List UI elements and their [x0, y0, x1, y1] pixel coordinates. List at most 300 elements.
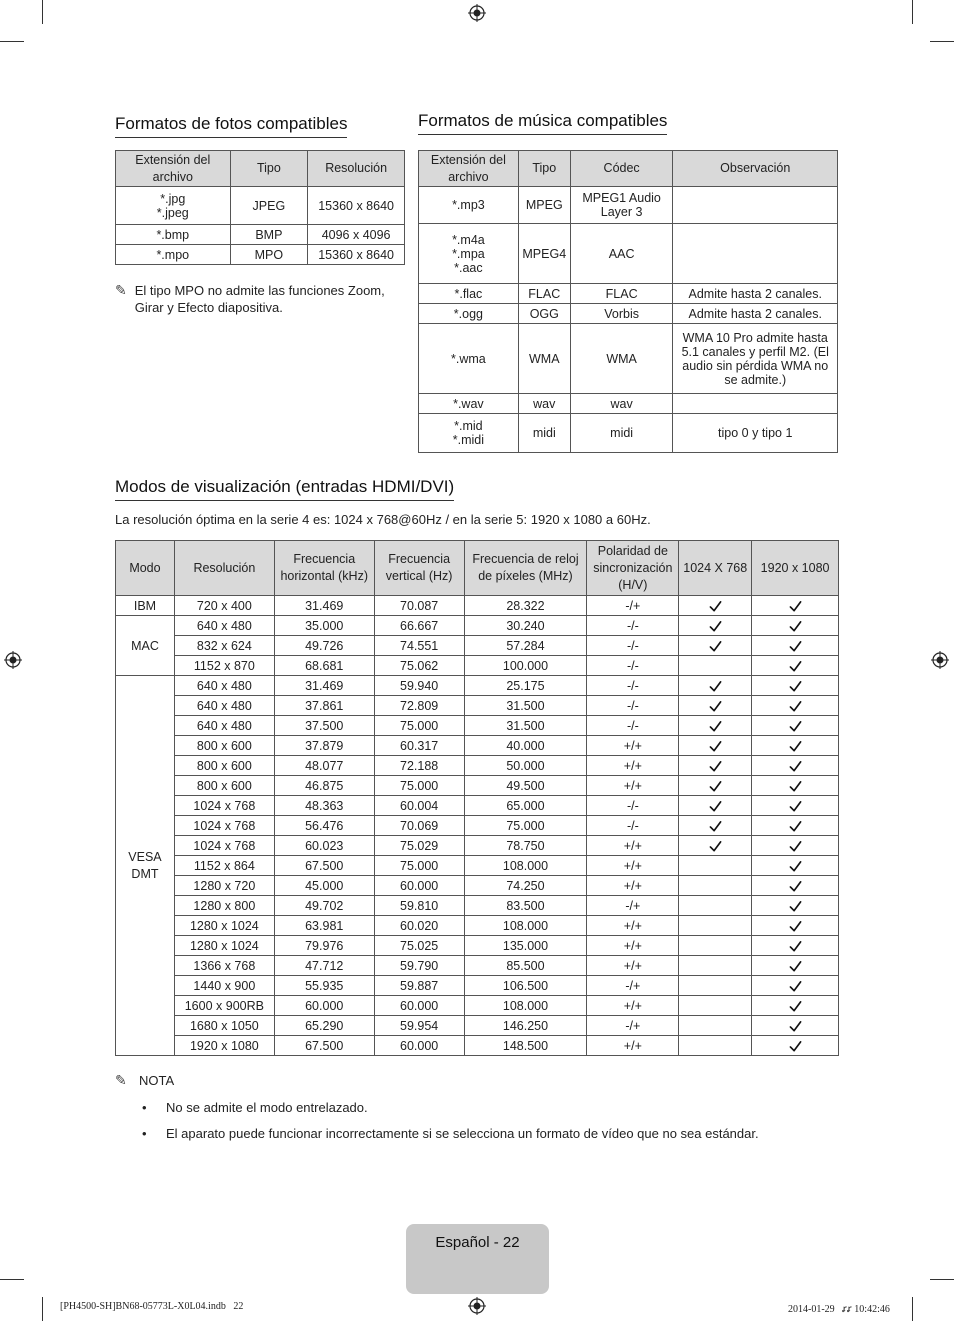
display-polarity: -/+	[587, 596, 679, 616]
display-hfreq: 37.500	[274, 716, 374, 736]
display-polarity: +/+	[587, 836, 679, 856]
display-clock: 106.500	[464, 976, 587, 996]
display-clock: 146.250	[464, 1016, 587, 1036]
display-mode-cell: VESA DMT	[116, 676, 175, 1056]
support-1024-cell	[679, 616, 752, 636]
photo-note-text: El tipo MPO no admite las funciones Zoom, Girar y Efecto diapositiva.	[134, 283, 385, 315]
display-row	[116, 636, 839, 656]
display-res: 640 x 480	[174, 616, 274, 636]
music-ext-cell	[419, 187, 519, 224]
checkmark-icon	[709, 678, 722, 692]
display-header-clock: Frecuencia de reloj de píxeles (MHz)	[464, 541, 587, 596]
music-type: FLAC	[518, 284, 570, 304]
display-clock: 108.000	[464, 916, 587, 936]
display-vfreq: 60.000	[374, 1036, 464, 1056]
display-polarity: -/+	[587, 1016, 679, 1036]
music-header-obs: Observación	[673, 151, 838, 187]
registration-mark-icon	[4, 651, 22, 669]
display-clock: 50.000	[464, 756, 587, 776]
support-1920-cell	[752, 936, 839, 956]
music-ext-cell	[419, 284, 519, 304]
photo-header-ext: Extensión del archivo	[116, 151, 231, 187]
checkmark-icon	[709, 838, 722, 852]
display-row	[116, 956, 839, 976]
music-codec: MPEG1 Audio Layer 3	[570, 187, 673, 224]
photo-ext: *.mpo	[156, 247, 190, 262]
display-hfreq: 45.000	[274, 876, 374, 896]
display-row	[116, 736, 839, 756]
display-hfreq: 47.712	[274, 956, 374, 976]
checkmark-icon	[709, 618, 722, 632]
music-ext: *.ogg	[453, 306, 483, 321]
display-res: 1440 x 900	[174, 976, 274, 996]
display-res: 1680 x 1050	[174, 1016, 274, 1036]
photo-ext-cell	[116, 245, 231, 265]
display-hfreq: 60.023	[274, 836, 374, 856]
display-polarity: -/-	[587, 616, 679, 636]
music-header-type: Tipo	[518, 151, 570, 187]
display-polarity: -/+	[587, 976, 679, 996]
display-polarity: -/-	[587, 716, 679, 736]
display-vfreq: 72.188	[374, 756, 464, 776]
checkmark-icon	[789, 918, 802, 932]
music-ext-cell	[419, 414, 519, 453]
support-1024-cell	[679, 736, 752, 756]
display-header-hfreq: Frecuencia horizontal (kHz)	[274, 541, 374, 596]
music-header-codec: Códec	[570, 151, 673, 187]
music-type: OGG	[518, 304, 570, 324]
display-polarity: +/+	[587, 916, 679, 936]
display-row	[116, 796, 839, 816]
music-ext: *.flac	[454, 286, 483, 301]
display-row	[116, 1036, 839, 1056]
display-mode-cell: IBM	[116, 596, 175, 616]
music-row	[419, 394, 838, 414]
checkmark-icon	[789, 998, 802, 1012]
checkmark-icon	[789, 878, 802, 892]
support-1024-cell	[679, 836, 752, 856]
display-row	[116, 696, 839, 716]
display-modes-table	[115, 540, 839, 1056]
display-vfreq: 59.790	[374, 956, 464, 976]
display-row	[116, 1016, 839, 1036]
support-1024-cell	[679, 776, 752, 796]
support-1024-cell	[679, 636, 752, 656]
display-vfreq: 70.069	[374, 816, 464, 836]
support-1920-cell	[752, 596, 839, 616]
display-hfreq: 37.861	[274, 696, 374, 716]
music-ext: *.mpa	[452, 246, 485, 261]
music-section-title: Formatos de música compatibles	[418, 111, 667, 135]
display-row	[116, 616, 839, 636]
display-polarity: +/+	[587, 856, 679, 876]
display-row	[116, 856, 839, 876]
display-clock: 25.175	[464, 676, 587, 696]
display-mode-cell: MAC	[116, 616, 175, 676]
display-vfreq: 75.062	[374, 656, 464, 676]
checkmark-icon	[709, 718, 722, 732]
display-clock: 148.500	[464, 1036, 587, 1056]
photo-row	[116, 225, 405, 245]
support-1024-cell	[679, 976, 752, 996]
music-ext: *.wav	[453, 396, 484, 411]
display-res: 1280 x 800	[174, 896, 274, 916]
support-1920-cell	[752, 796, 839, 816]
display-hfreq: 49.726	[274, 636, 374, 656]
display-vfreq: 74.551	[374, 636, 464, 656]
display-row	[116, 916, 839, 936]
display-hfreq: 79.976	[274, 936, 374, 956]
support-1920-cell	[752, 656, 839, 676]
support-1024-cell	[679, 896, 752, 916]
display-res: 800 x 600	[174, 776, 274, 796]
music-ext-cell	[419, 324, 519, 394]
display-hfreq: 68.681	[274, 656, 374, 676]
display-clock: 31.500	[464, 716, 587, 736]
music-type: wav	[518, 394, 570, 414]
display-row	[116, 896, 839, 916]
display-clock: 30.240	[464, 616, 587, 636]
music-codec: Vorbis	[570, 304, 673, 324]
support-1920-cell	[752, 636, 839, 656]
crop-mark	[42, 1297, 43, 1321]
checkmark-icon	[709, 698, 722, 712]
display-vfreq: 70.087	[374, 596, 464, 616]
music-row	[419, 224, 838, 284]
registration-mark-icon	[931, 651, 949, 669]
checkmark-icon	[789, 818, 802, 832]
display-clock: 40.000	[464, 736, 587, 756]
music-formats-table	[418, 150, 838, 453]
pencil-icon: ✎	[115, 1072, 127, 1088]
photo-res: 15360 x 8640	[308, 187, 405, 225]
support-1024-cell	[679, 936, 752, 956]
support-1920-cell	[752, 976, 839, 996]
support-1024-cell	[679, 656, 752, 676]
display-res: 1366 x 768	[174, 956, 274, 976]
music-ext: *.midi	[452, 433, 485, 447]
music-row	[419, 414, 838, 453]
display-res: 1152 x 864	[174, 856, 274, 876]
display-polarity: +/+	[587, 996, 679, 1016]
display-section-title: Modos de visualización (entradas HDMI/DVI)	[115, 477, 454, 501]
music-codec: AAC	[570, 224, 673, 284]
music-ext: *.mid	[454, 419, 483, 433]
display-res: 640 x 480	[174, 696, 274, 716]
display-row	[116, 676, 839, 696]
support-1920-cell	[752, 876, 839, 896]
checkmark-icon	[789, 938, 802, 952]
display-clock: 135.000	[464, 936, 587, 956]
bullet-icon: •	[142, 1100, 147, 1115]
display-res: 1024 x 768	[174, 816, 274, 836]
checkmark-icon	[789, 698, 802, 712]
display-polarity: -/-	[587, 696, 679, 716]
checkmark-icon	[789, 758, 802, 772]
music-obs: tipo 0 y tipo 1	[673, 414, 838, 453]
music-type: MPEG	[518, 187, 570, 224]
display-hfreq: 31.469	[274, 676, 374, 696]
display-res: 1280 x 1024	[174, 916, 274, 936]
display-row	[116, 996, 839, 1016]
display-res: 832 x 624	[174, 636, 274, 656]
display-header-res: Resolución	[174, 541, 274, 596]
support-1024-cell	[679, 916, 752, 936]
crop-mark	[0, 41, 24, 42]
support-1024-cell	[679, 956, 752, 976]
display-vfreq: 60.000	[374, 996, 464, 1016]
music-row	[419, 324, 838, 394]
checkmark-icon	[789, 978, 802, 992]
music-ext: *.aac	[454, 260, 483, 275]
display-hfreq: 63.981	[274, 916, 374, 936]
display-res: 640 x 480	[174, 716, 274, 736]
crop-mark	[42, 0, 43, 24]
display-header-vfreq: Frecuencia vertical (Hz)	[374, 541, 464, 596]
support-1920-cell	[752, 1036, 839, 1056]
checkmark-icon	[709, 818, 722, 832]
display-res: 1024 x 768	[174, 796, 274, 816]
display-clock: 75.000	[464, 816, 587, 836]
display-header-1024: 1024 X 768	[679, 541, 752, 596]
display-polarity: -/-	[587, 636, 679, 656]
display-clock: 28.322	[464, 596, 587, 616]
music-ext: *.m4a	[452, 232, 485, 247]
music-type: WMA	[518, 324, 570, 394]
photo-ext: *.jpg	[160, 191, 186, 206]
photo-ext-cell	[116, 225, 231, 245]
support-1024-cell	[679, 596, 752, 616]
music-obs	[673, 187, 838, 224]
music-ext-cell	[419, 304, 519, 324]
support-1920-cell	[752, 916, 839, 936]
display-clock: 85.500	[464, 956, 587, 976]
photo-type: BMP	[230, 225, 308, 245]
photo-formats-table	[115, 150, 405, 265]
music-ext-cell	[419, 394, 519, 414]
music-obs: Admite hasta 2 canales.	[673, 284, 838, 304]
photo-type: JPEG	[230, 187, 308, 225]
crop-mark	[930, 1279, 954, 1280]
display-hfreq: 48.363	[274, 796, 374, 816]
crop-mark	[930, 41, 954, 42]
display-row	[116, 876, 839, 896]
checkmark-icon	[789, 598, 802, 612]
bullet-icon: •	[142, 1126, 147, 1141]
display-res: 1024 x 768	[174, 836, 274, 856]
display-polarity: +/+	[587, 776, 679, 796]
display-clock: 31.500	[464, 696, 587, 716]
display-res: 800 x 600	[174, 756, 274, 776]
display-clock: 108.000	[464, 996, 587, 1016]
display-res: 1920 x 1080	[174, 1036, 274, 1056]
music-codec: FLAC	[570, 284, 673, 304]
support-1024-cell	[679, 1016, 752, 1036]
support-1024-cell	[679, 1036, 752, 1056]
display-polarity: +/+	[587, 1036, 679, 1056]
display-res: 1280 x 1024	[174, 936, 274, 956]
display-res: 800 x 600	[174, 736, 274, 756]
photo-header-type: Tipo	[230, 151, 308, 187]
print-date-info: 2014-01-29 ꭉꭉ 10:42:46	[788, 1304, 890, 1315]
photo-ext: *.jpeg	[156, 205, 189, 220]
nota-item	[142, 1099, 368, 1116]
checkmark-icon	[709, 778, 722, 792]
display-res: 1280 x 720	[174, 876, 274, 896]
display-polarity: +/+	[587, 936, 679, 956]
display-res: 640 x 480	[174, 676, 274, 696]
display-hfreq: 65.290	[274, 1016, 374, 1036]
photo-ext: *.bmp	[156, 227, 190, 242]
display-res: 1600 x 900RB	[174, 996, 274, 1016]
support-1920-cell	[752, 716, 839, 736]
display-res: 720 x 400	[174, 596, 274, 616]
display-polarity: -/-	[587, 816, 679, 836]
music-type: MPEG4	[518, 224, 570, 284]
display-vfreq: 72.809	[374, 696, 464, 716]
music-row	[419, 187, 838, 224]
display-polarity: +/+	[587, 736, 679, 756]
display-row	[116, 936, 839, 956]
display-clock: 65.000	[464, 796, 587, 816]
print-file-info: [PH4500-SH]BN68-05773L-X0L04.indb 22	[60, 1301, 244, 1312]
display-polarity: -/-	[587, 796, 679, 816]
checkmark-icon	[789, 638, 802, 652]
display-vfreq: 60.317	[374, 736, 464, 756]
display-header-mode: Modo	[116, 541, 175, 596]
display-vfreq: 59.940	[374, 676, 464, 696]
display-vfreq: 75.025	[374, 936, 464, 956]
support-1920-cell	[752, 1016, 839, 1036]
display-row	[116, 756, 839, 776]
display-vfreq: 60.000	[374, 876, 464, 896]
photo-res: 15360 x 8640	[308, 245, 405, 265]
support-1024-cell	[679, 856, 752, 876]
crop-mark	[912, 0, 913, 24]
nota-item-text: No se admite el modo entrelazado.	[166, 1100, 368, 1115]
checkmark-icon	[789, 1038, 802, 1052]
display-hfreq: 37.879	[274, 736, 374, 756]
music-obs: WMA 10 Pro admite hasta 5.1 canales y perfil M2. (El audio sin pérdida WMA no se admite.)	[673, 324, 838, 394]
checkmark-icon	[789, 738, 802, 752]
photo-row	[116, 245, 405, 265]
checkmark-icon	[789, 858, 802, 872]
checkmark-icon	[789, 1018, 802, 1032]
display-polarity: -/-	[587, 676, 679, 696]
display-clock: 108.000	[464, 856, 587, 876]
nota-heading	[115, 1072, 174, 1089]
music-codec: midi	[570, 414, 673, 453]
display-row	[116, 816, 839, 836]
checkmark-icon	[789, 618, 802, 632]
checkmark-icon	[709, 638, 722, 652]
support-1920-cell	[752, 816, 839, 836]
display-vfreq: 59.887	[374, 976, 464, 996]
support-1920-cell	[752, 956, 839, 976]
music-codec: wav	[570, 394, 673, 414]
display-header-1920: 1920 x 1080	[752, 541, 839, 596]
support-1920-cell	[752, 676, 839, 696]
registration-mark-icon	[468, 4, 486, 22]
support-1920-cell	[752, 696, 839, 716]
support-1920-cell	[752, 836, 839, 856]
display-vfreq: 75.000	[374, 716, 464, 736]
checkmark-icon	[789, 718, 802, 732]
music-row	[419, 284, 838, 304]
display-vfreq: 60.004	[374, 796, 464, 816]
display-row	[116, 656, 839, 676]
nota-item-text: El aparato puede funcionar incorrectamente si se selecciona un formato de vídeo que no sea estándar.	[166, 1126, 759, 1141]
display-row	[116, 776, 839, 796]
support-1920-cell	[752, 896, 839, 916]
photo-section-title: Formatos de fotos compatibles	[115, 114, 347, 138]
photo-row	[116, 187, 405, 225]
display-polarity: +/+	[587, 956, 679, 976]
photo-ext-cell	[116, 187, 231, 225]
support-1024-cell	[679, 756, 752, 776]
checkmark-icon	[709, 798, 722, 812]
photo-type: MPO	[230, 245, 308, 265]
display-polarity: +/+	[587, 756, 679, 776]
display-hfreq: 56.476	[274, 816, 374, 836]
display-row	[116, 716, 839, 736]
music-obs: Admite hasta 2 canales.	[673, 304, 838, 324]
display-intro: La resolución óptima en la serie 4 es: 1024 x 768@60Hz / en la serie 5: 1920 x 1080 a 60Hz.	[115, 512, 651, 527]
support-1920-cell	[752, 616, 839, 636]
photo-header-res: Resolución	[308, 151, 405, 187]
checkmark-icon	[789, 658, 802, 672]
display-clock: 57.284	[464, 636, 587, 656]
support-1920-cell	[752, 756, 839, 776]
display-vfreq: 59.810	[374, 896, 464, 916]
checkmark-icon	[709, 598, 722, 612]
display-polarity: -/-	[587, 656, 679, 676]
crop-mark	[0, 1279, 24, 1280]
nota-item	[142, 1125, 759, 1142]
checkmark-icon	[789, 838, 802, 852]
display-vfreq: 75.000	[374, 776, 464, 796]
support-1024-cell	[679, 816, 752, 836]
display-clock: 83.500	[464, 896, 587, 916]
display-polarity: -/+	[587, 896, 679, 916]
music-row	[419, 304, 838, 324]
page-number-tab	[406, 1224, 549, 1294]
checkmark-icon	[789, 778, 802, 792]
support-1024-cell	[679, 716, 752, 736]
music-ext-cell	[419, 224, 519, 284]
display-row	[116, 596, 839, 616]
music-obs	[673, 224, 838, 284]
display-row	[116, 976, 839, 996]
display-hfreq: 31.469	[274, 596, 374, 616]
support-1024-cell	[679, 696, 752, 716]
display-polarity: +/+	[587, 876, 679, 896]
support-1920-cell	[752, 996, 839, 1016]
display-header-polarity: Polaridad de sincronización (H/V)	[587, 541, 679, 596]
display-hfreq: 46.875	[274, 776, 374, 796]
checkmark-icon	[789, 898, 802, 912]
checkmark-icon	[709, 738, 722, 752]
music-ext: *.wma	[451, 351, 486, 366]
support-1920-cell	[752, 736, 839, 756]
display-vfreq: 66.667	[374, 616, 464, 636]
crop-mark	[912, 1297, 913, 1321]
display-hfreq: 49.702	[274, 896, 374, 916]
music-ext: *.mp3	[452, 198, 485, 212]
music-codec: WMA	[570, 324, 673, 394]
registration-mark-icon	[468, 1297, 486, 1315]
display-hfreq: 55.935	[274, 976, 374, 996]
